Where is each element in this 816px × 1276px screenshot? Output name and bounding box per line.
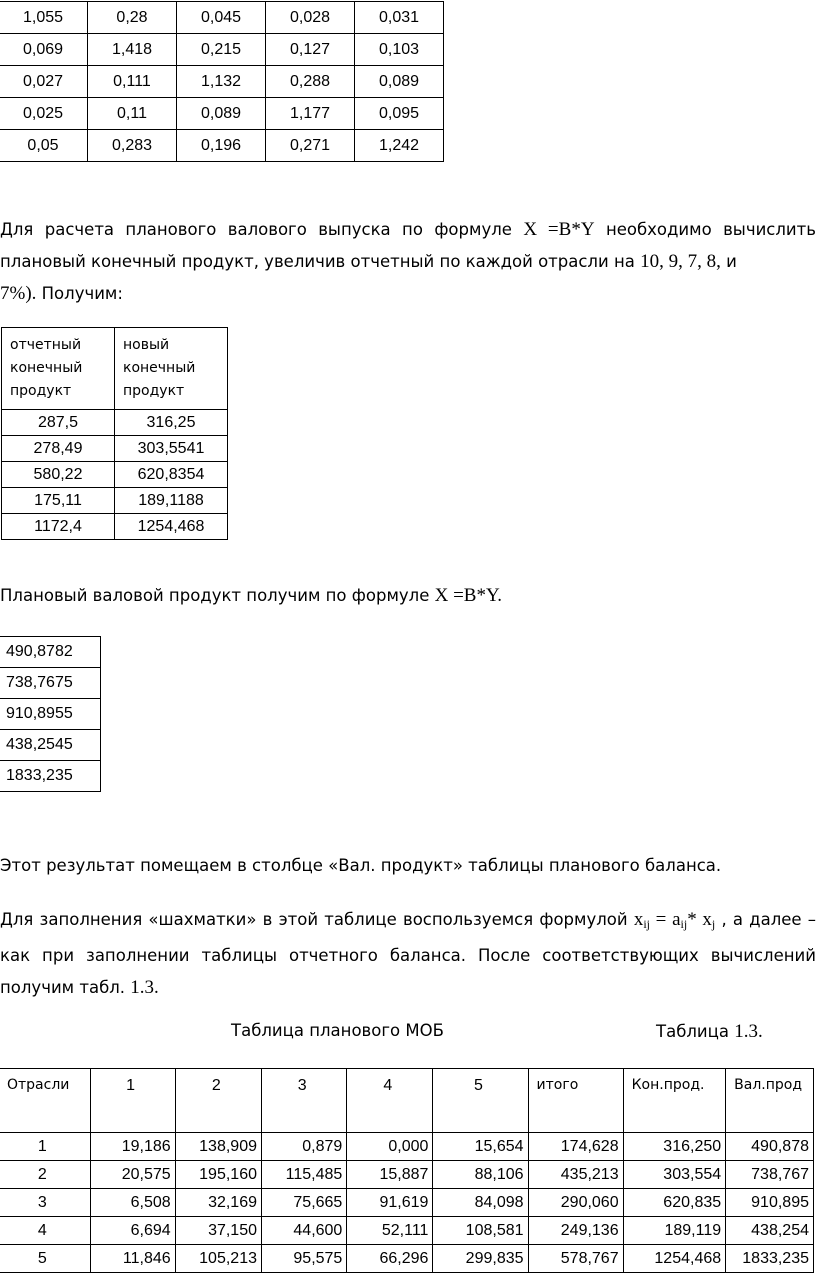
table-cell: 19,186: [90, 1133, 175, 1161]
table-row: [2, 488, 228, 514]
table-header-row: [2, 328, 228, 410]
table-cell: 303,554: [623, 1161, 726, 1189]
table-cell: 105,213: [175, 1245, 261, 1273]
table-cell: 0,089: [355, 66, 444, 98]
table-cell: 580,22: [2, 462, 115, 488]
table-header-row: [0, 1069, 814, 1133]
column-header: 4: [347, 1069, 433, 1133]
table-cell: 620,835: [623, 1189, 726, 1217]
para4-text-2: , а далее – как при заполнении таблицы отчетного баланса. После соответствующих вычислений получим табл.: [0, 910, 816, 997]
para4-table-ref: 1.3.: [130, 977, 159, 998]
row-label: 1: [0, 1133, 90, 1161]
table-row: [0, 637, 101, 668]
column-header: итого: [528, 1069, 623, 1133]
table-row: [0, 34, 444, 66]
para1-percentages: 10, 9, 7, 8,: [640, 251, 721, 272]
table-cell: 44,600: [262, 1217, 347, 1245]
table-cell: 0,28: [88, 2, 177, 34]
table-cell: 578,767: [528, 1245, 623, 1273]
table-cell: 1833,235: [726, 1245, 814, 1273]
table-cell: 0,215: [177, 34, 266, 66]
table-cell: 32,169: [175, 1189, 261, 1217]
para4-text-1: Для заполнения «шахматки» в этой таблице воспользуемся формулой: [0, 910, 634, 929]
table-cell: 175,11: [2, 488, 115, 514]
table-cell: 910,895: [726, 1189, 814, 1217]
table-cell: 0,025: [0, 98, 88, 130]
column-header: Вал.прод: [726, 1069, 814, 1133]
table-cell: 0,05: [0, 130, 88, 162]
table-row: [0, 2, 444, 34]
table-cell: 438,254: [726, 1217, 814, 1245]
row-label: 3: [0, 1189, 90, 1217]
table-cell: 189,1188: [115, 488, 228, 514]
table-row: [0, 1161, 814, 1189]
para2-text: Плановый валовой продукт получим по формуле: [0, 586, 435, 605]
table-cell: 75,665: [262, 1189, 347, 1217]
table-cell: 108,581: [433, 1217, 528, 1245]
table-cell: 174,628: [528, 1133, 623, 1161]
table-cell: 1,132: [177, 66, 266, 98]
table-cell: 278,49: [2, 436, 115, 462]
column-header: 5: [433, 1069, 528, 1133]
table-cell: 0,196: [177, 130, 266, 162]
table-cell: 0,031: [355, 2, 444, 34]
table-cell: 0,089: [177, 98, 266, 130]
column-header: отчетный конечный продукт: [2, 328, 115, 410]
table-cell: 189,119: [623, 1217, 726, 1245]
para3-text: Этот результат помещаем в столбце «Вал. продукт» таблицы планового баланса.: [0, 856, 722, 875]
column-header: Отрасли: [0, 1069, 90, 1133]
paragraph-chessboard: [0, 904, 816, 1004]
table-cell: 0,028: [266, 2, 355, 34]
table-cell: 66,296: [347, 1245, 433, 1273]
table-cell: 0,000: [347, 1133, 433, 1161]
formula-j-sub: j: [711, 917, 716, 931]
table-cell: 0,027: [0, 66, 88, 98]
table-cell: 0,103: [355, 34, 444, 66]
table-cell: 490,878: [726, 1133, 814, 1161]
table-cell: 11,846: [90, 1245, 175, 1273]
table-cell: 435,213: [528, 1161, 623, 1189]
table-row: [2, 462, 228, 488]
formula-eq: =: [649, 909, 673, 930]
formula-x: x: [633, 909, 644, 930]
table-cell: 0,288: [266, 66, 355, 98]
formula-a-sub: ij: [680, 917, 688, 931]
table-cell: 15,887: [347, 1161, 433, 1189]
table-row: [2, 410, 228, 436]
table-cell: 1,177: [266, 98, 355, 130]
table-row: [0, 130, 444, 162]
formula-x-sub: ij: [643, 917, 650, 931]
formula-x-by: X =B*Y: [523, 219, 595, 240]
table-cell: 290,060: [528, 1189, 623, 1217]
table-row: [0, 699, 101, 730]
column-header: 2: [175, 1069, 261, 1133]
table-cell: 1172,4: [2, 514, 115, 540]
table-label: [656, 1021, 763, 1043]
row-label: 5: [0, 1245, 90, 1273]
para1-text-2: необходимо вычислить плановый конечный продукт, увеличив отчетный по каждой отрасли на: [0, 220, 816, 271]
column-header: новый конечный продукт: [115, 328, 228, 410]
table-cell: 0,11: [88, 98, 177, 130]
table-cell: 0,111: [88, 66, 177, 98]
table-cell: 910,8955: [0, 699, 101, 730]
table-cell: 115,485: [262, 1161, 347, 1189]
final-product-table: [1, 327, 228, 540]
table-cell: 6,508: [90, 1189, 175, 1217]
table-cell: 1,055: [0, 2, 88, 34]
gross-output-table: [0, 636, 101, 792]
formula-x-by-2: X =B*Y.: [434, 585, 502, 606]
column-header: 3: [262, 1069, 347, 1133]
plan-balance-body: [0, 1069, 814, 1273]
table-title: Таблица планового МОБ: [231, 1021, 444, 1040]
table-row: [0, 1245, 814, 1273]
table-cell: 195,160: [175, 1161, 261, 1189]
table-label-text: Таблица: [656, 1022, 735, 1041]
table-cell: 15,654: [433, 1133, 528, 1161]
table-cell: 299,835: [433, 1245, 528, 1273]
row-label: 4: [0, 1217, 90, 1245]
table-cell: 287,5: [2, 410, 115, 436]
para1-text-4: Получим:: [36, 284, 123, 303]
table-cell: 0,283: [88, 130, 177, 162]
table-cell: 6,694: [90, 1217, 175, 1245]
table-cell: 1833,235: [0, 761, 101, 792]
table-cell: 20,575: [90, 1161, 175, 1189]
table-label-num: 1.3.: [734, 1021, 763, 1042]
table-row: [0, 1189, 814, 1217]
table-cell: 1,418: [88, 34, 177, 66]
row-label: 2: [0, 1161, 90, 1189]
table-row: [2, 514, 228, 540]
table-cell: 52,111: [347, 1217, 433, 1245]
paragraph-result: [0, 850, 816, 882]
table-cell: 1254,468: [623, 1245, 726, 1273]
table-cell: 37,150: [175, 1217, 261, 1245]
formula-mul-x: * x: [687, 909, 712, 930]
column-header: 1: [90, 1069, 175, 1133]
para1-percent-end: 7%).: [0, 283, 37, 304]
table-row: [0, 98, 444, 130]
inverse-matrix-table: [0, 1, 444, 162]
table-row: [2, 436, 228, 462]
final-product-body: [2, 328, 228, 540]
gross-output-body: [0, 637, 101, 792]
table-cell: 95,575: [262, 1245, 347, 1273]
table-cell: 0,879: [262, 1133, 347, 1161]
table-cell: 1254,468: [115, 514, 228, 540]
table-cell: 738,767: [726, 1161, 814, 1189]
table-row: [0, 1217, 814, 1245]
table-cell: 316,25: [115, 410, 228, 436]
table-cell: 88,106: [433, 1161, 528, 1189]
inverse-matrix-body: [0, 2, 444, 162]
table-cell: 316,250: [623, 1133, 726, 1161]
table-cell: 0,127: [266, 34, 355, 66]
table-cell: 438,2545: [0, 730, 101, 761]
paragraph-plan-calc: [0, 214, 816, 310]
para1-text-3: и: [720, 252, 737, 271]
table-cell: 1,242: [355, 130, 444, 162]
paragraph-gross-output: [0, 580, 816, 612]
table-cell: 138,909: [175, 1133, 261, 1161]
table-row: [0, 730, 101, 761]
table-row: [0, 66, 444, 98]
table-cell: 303,5541: [115, 436, 228, 462]
table-row: [0, 761, 101, 792]
table-row: [0, 1133, 814, 1161]
table-cell: 620,8354: [115, 462, 228, 488]
table-cell: 0,271: [266, 130, 355, 162]
table-cell: 490,8782: [0, 637, 101, 668]
table-row: [0, 668, 101, 699]
table-cell: 249,136: [528, 1217, 623, 1245]
formula-a: a: [672, 909, 681, 930]
table-cell: 0,095: [355, 98, 444, 130]
para1-text-1: Для расчета планового валового выпуска по формуле: [0, 220, 524, 239]
table-cell: 0,069: [0, 34, 88, 66]
plan-balance-table: [0, 1068, 814, 1273]
formula-xij: [634, 909, 715, 930]
table-cell: 738,7675: [0, 668, 101, 699]
table-cell: 84,098: [433, 1189, 528, 1217]
column-header: Кон.прод.: [623, 1069, 726, 1133]
table-cell: 0,045: [177, 2, 266, 34]
table-cell: 91,619: [347, 1189, 433, 1217]
